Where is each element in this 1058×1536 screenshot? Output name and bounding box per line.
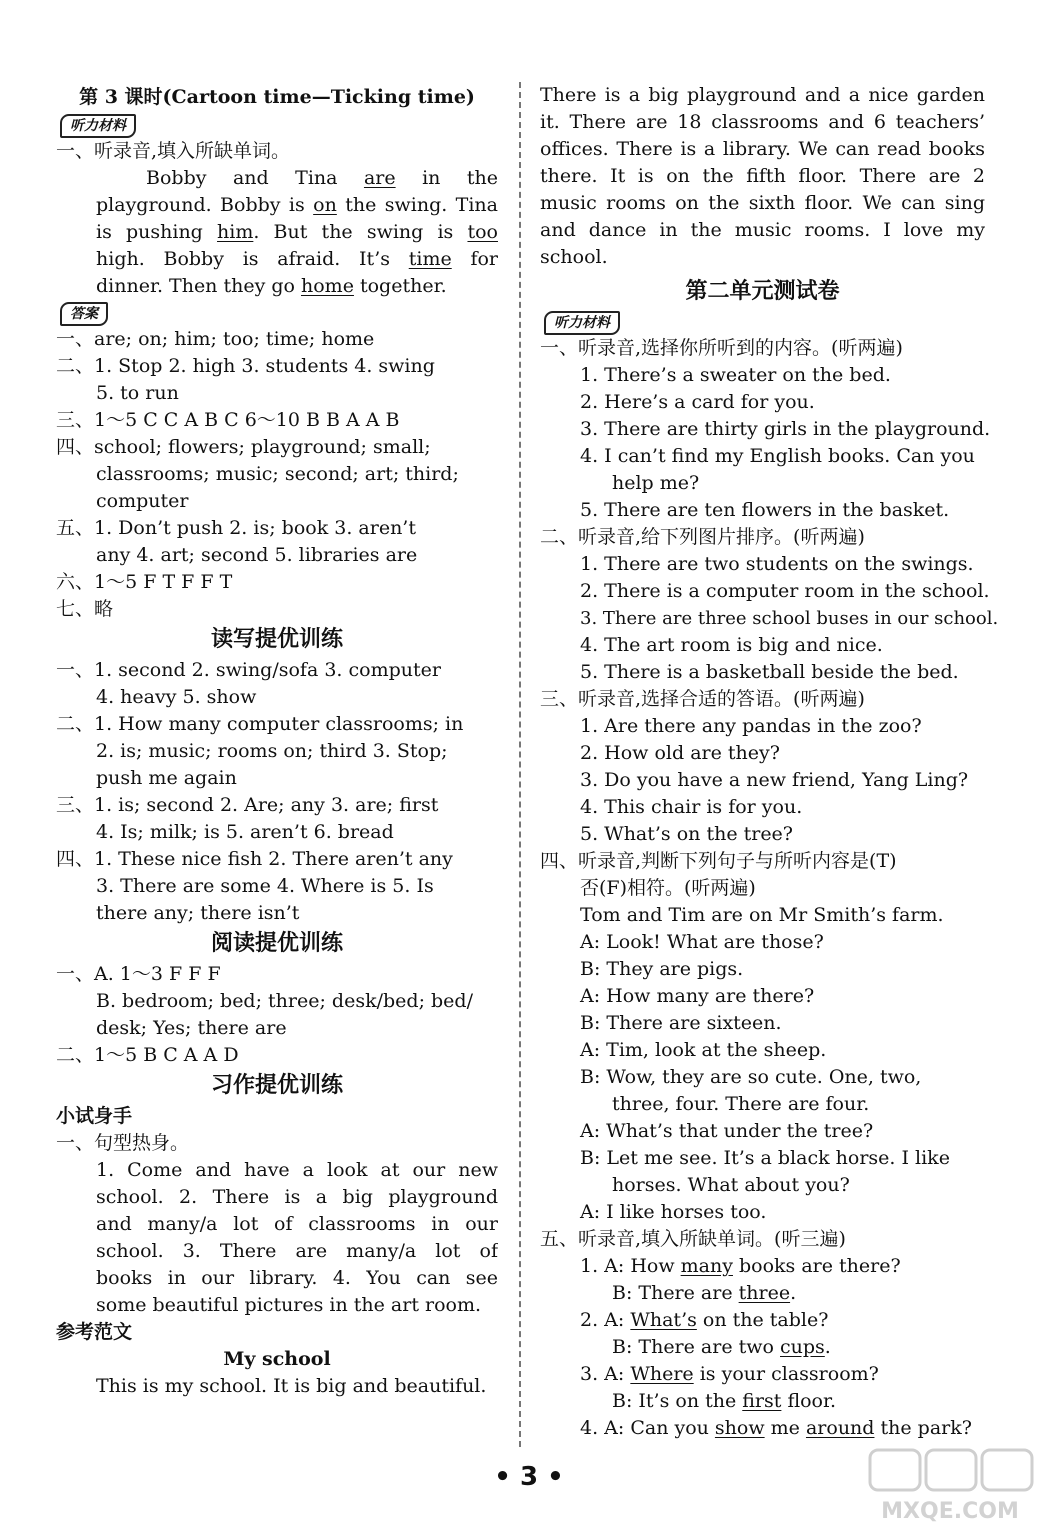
warmup-line: school. 3. There are many/a lot of <box>96 1240 498 1262</box>
listening-material-tag: 听力材料 <box>60 114 136 138</box>
warmup-line: school. 2. There is a big playground <box>96 1186 498 1208</box>
answer-line: 四、1. These nice fish 2. There aren’t any <box>56 848 453 870</box>
page-number: • 3 • <box>494 1462 564 1492</box>
svg-text:MXQE.COM: MXQE.COM <box>881 1499 1019 1524</box>
dialog-line: A: Look! What are those? <box>580 931 824 953</box>
question-heading: 五、听录音,填入所缺单词。(听三遍) <box>540 1228 846 1250</box>
answer-line: there any; there isn’t <box>96 902 300 924</box>
answer-line: push me again <box>96 767 237 789</box>
dialog-line: A: Tim, look at the sheep. <box>580 1039 827 1061</box>
answer-line: 二、1. Stop 2. high 3. students 4. swing <box>56 355 435 377</box>
section-title-reading: 阅读提优训练 <box>210 931 343 956</box>
passage-line: playground. Bobby is on the swing. Tina <box>96 194 498 216</box>
answer-line: 四、school; flowers; playground; small; <box>56 436 431 458</box>
dialog-line: A: I like horses too. <box>580 1201 767 1223</box>
left-column <box>56 82 498 1400</box>
essay-line: there. It is on the fifth floor. There are 2 <box>540 165 985 187</box>
passage-line: dinner. Then they go home together. <box>96 275 447 297</box>
essay-line: school. <box>540 246 608 268</box>
answer-line: any 4. art; second 5. libraries are <box>96 544 418 566</box>
answer-line: 三、1～5 C C A B C 6～10 B B A A B <box>56 409 400 431</box>
answer-line: 2. is; music; rooms on; third 3. Stop; <box>96 740 448 762</box>
question-heading: 二、听录音,给下列图片排序。(听两遍) <box>540 526 865 548</box>
answer-line: 4. Is; milk; is 5. aren’t 6. bread <box>96 821 394 843</box>
question-item: 2. How old are they? <box>580 742 780 764</box>
answer-line: 五、1. Don’t push 2. is; book 3. aren’t <box>56 517 416 539</box>
passage-line: Bobby and Tina are in the <box>146 167 498 189</box>
subsection-label: 小试身手 <box>56 1105 133 1127</box>
exercise-instruction: 一、句型热身。 <box>56 1132 190 1154</box>
essay-line: and dance in the music rooms. I love my <box>540 219 985 241</box>
question-item: 1. There are two students on the swings. <box>580 553 974 575</box>
essay-line: offices. There is a library. We can read books <box>540 138 985 160</box>
question-item: 3. There are thirty girls in the playground. <box>580 418 991 440</box>
question-heading: 一、听录音,选择你所听到的内容。(听两遍) <box>540 337 903 359</box>
fill-line: B: It’s on the first floor. <box>612 1390 837 1412</box>
section-title-reading-writing: 读写提优训练 <box>210 627 343 652</box>
essay-line: it. There are 18 classrooms and 6 teachers’ <box>540 111 985 133</box>
right-column <box>540 82 999 1442</box>
watermark-logo <box>860 1446 1040 1526</box>
dialog-intro: Tom and Tim are on Mr Smith’s farm. <box>580 904 944 926</box>
question-item: 3. Do you have a new friend, Yang Ling? <box>580 769 969 791</box>
question-item: 1. Are there any pandas in the zoo? <box>580 715 922 737</box>
fill-line: B: There are two cups. <box>612 1336 831 1358</box>
dialog-line: B: There are sixteen. <box>580 1012 782 1034</box>
dialog-line: B: Wow, they are so cute. One, two, <box>580 1066 922 1088</box>
question-heading: 三、听录音,选择合适的答语。(听两遍) <box>540 688 865 710</box>
answer-line: B. bedroom; bed; three; desk/bed; bed/ <box>96 990 473 1012</box>
question-item: 5. There are ten flowers in the basket. <box>580 499 950 521</box>
exercise-instruction: 一、听录音,填入所缺单词。 <box>56 140 291 162</box>
essay-title: My school <box>223 1348 331 1370</box>
answer-line: 一、1. second 2. swing/sofa 3. computer <box>56 659 441 681</box>
answer-line: classrooms; music; second; art; third; <box>96 463 459 485</box>
question-item: 5. There is a basketball beside the bed. <box>580 661 959 683</box>
section-title-writing: 习作提优训练 <box>210 1073 343 1098</box>
answer-line: 一、A. 1～3 F F F <box>56 963 221 985</box>
passage-line: high. Bobby is afraid. It’s time for <box>96 248 498 270</box>
question-heading: 否(F)相符。(听两遍) <box>580 877 756 899</box>
dialog-line: B: They are pigs. <box>580 958 744 980</box>
essay-line: This is my school. It is big and beautiful. <box>96 1375 487 1397</box>
answer-line: 4. heavy 5. show <box>96 686 257 708</box>
answer-line: 3. There are some 4. Where is 5. Is <box>96 875 434 897</box>
question-item: 1. There’s a sweater on the bed. <box>580 364 891 386</box>
fill-line: 3. A: Where is your classroom? <box>580 1363 879 1385</box>
fill-line: 2. A: What’s on the table? <box>580 1309 829 1331</box>
answer-line: 5. to run <box>96 382 179 404</box>
column-divider <box>519 82 521 1447</box>
question-item: 4. I can’t find my English books. Can you <box>580 445 975 467</box>
fill-line: 1. A: How many books are there? <box>580 1255 901 1277</box>
warmup-line: books in our library. 4. You can see <box>96 1267 498 1289</box>
answer-line: 二、1. How many computer classrooms; in <box>56 713 464 735</box>
essay-line: There is a big playground and a nice garden <box>540 84 985 106</box>
answer-line: 三、1. is; second 2. Are; any 3. are; first <box>56 794 439 816</box>
answer-line: 一、are; on; him; too; time; home <box>56 328 375 350</box>
fill-line: 4. A: Can you show me around the park? <box>580 1417 972 1439</box>
warmup-line: 1. Come and have a look at our new <box>96 1159 498 1181</box>
lesson-title: 第 3 课时(Cartoon time—Ticking time) <box>79 86 475 108</box>
question-item: 2. There is a computer room in the school. <box>580 580 990 602</box>
listening-material-tag: 听力材料 <box>544 311 620 335</box>
passage-line: is pushing him. But the swing is too <box>96 221 498 243</box>
question-item: 4. This chair is for you. <box>580 796 803 818</box>
dialog-line: B: Let me see. It’s a black horse. I like <box>580 1147 950 1169</box>
question-item: 4. The art room is big and nice. <box>580 634 883 656</box>
warmup-line: some beautiful pictures in the art room. <box>96 1294 482 1316</box>
question-item: 3. There are three school buses in our school. <box>580 608 999 629</box>
dialog-line: horses. What about you? <box>612 1174 850 1196</box>
dialog-line: A: How many are there? <box>580 985 815 1007</box>
fill-line: B: There are three. <box>612 1282 797 1304</box>
warmup-line: and many/a lot of classrooms in our <box>96 1213 498 1235</box>
answer-line: 六、1～5 F T F F T <box>56 571 233 593</box>
answer-line: 七、略 <box>56 598 114 620</box>
essay-line: music rooms on the sixth floor. We can sing <box>540 192 985 214</box>
dialog-line: three, four. There are four. <box>612 1093 870 1115</box>
answer-tag: 答案 <box>60 302 108 326</box>
answer-line: desk; Yes; there are <box>96 1017 287 1039</box>
answer-line: 二、1～5 B C A A D <box>56 1044 239 1066</box>
question-item: 5. What’s on the tree? <box>580 823 793 845</box>
question-heading: 四、听录音,判断下列句子与所听内容是(T) <box>540 850 897 872</box>
question-item: help me? <box>612 472 700 494</box>
answer-line: computer <box>96 490 189 512</box>
dialog-line: A: What’s that under the tree? <box>580 1120 874 1142</box>
question-item: 2. Here’s a card for you. <box>580 391 815 413</box>
reference-essay-label: 参考范文 <box>56 1321 133 1343</box>
unit-test-title: 第二单元测试卷 <box>685 279 840 304</box>
